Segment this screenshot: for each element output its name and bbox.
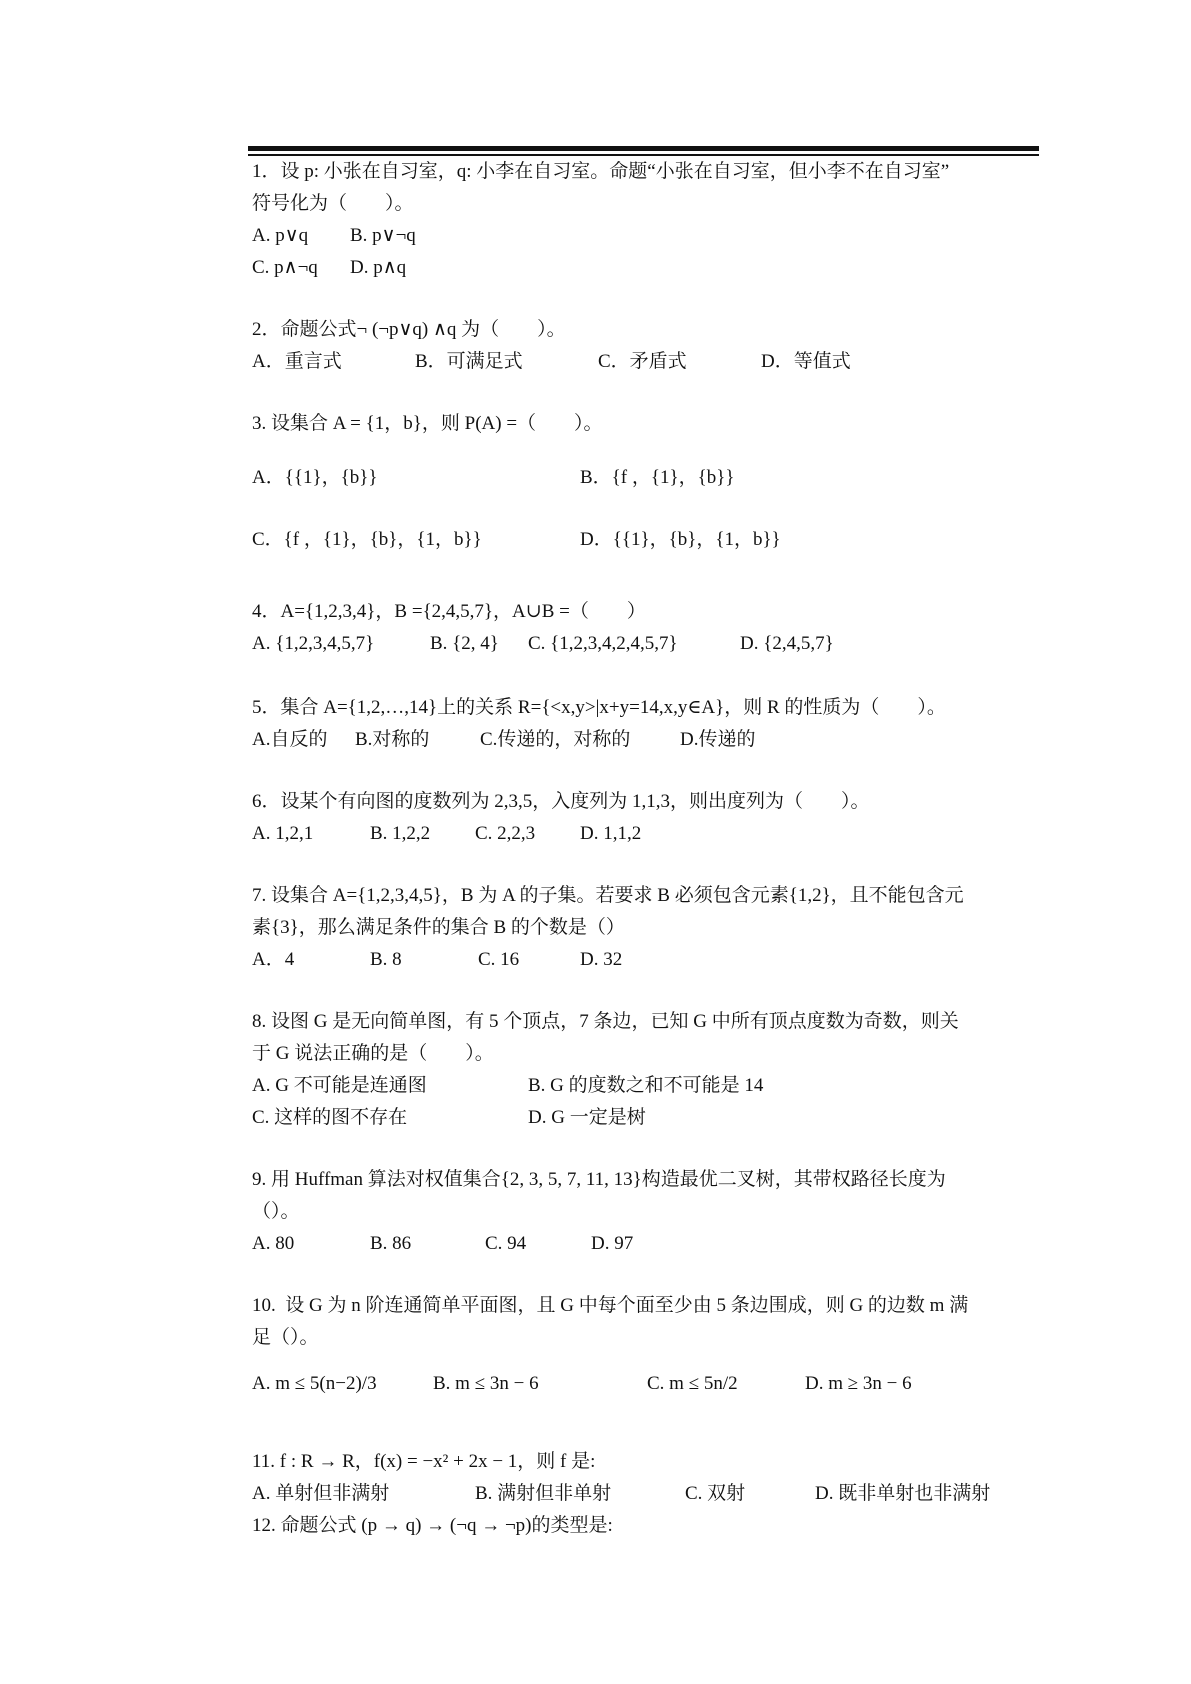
q4-option-d: D. {2,4,5,7} (740, 633, 834, 654)
q4-option-a: A. {1,2,3,4,5,7} (252, 633, 375, 654)
q7-stem-line1: 7. 设集合 A={1,2,3,4,5}，B 为 A 的子集。若要求 B 必须包含元素{1,2}，且不能包含元 (252, 885, 964, 906)
q2-option-d: D．等值式 (761, 351, 851, 372)
q9-option-d: D. 97 (591, 1233, 634, 1254)
q11-option-c: C. 双射 (685, 1483, 746, 1504)
q11-stem: 11. f : R → R，f(x) = −x² + 2x − 1，则 f 是: (252, 1451, 596, 1472)
q10-option-c: C. m ≤ 5n/2 (647, 1373, 738, 1394)
q9-options (252, 1232, 1039, 1256)
q9-option-a: A. 80 (252, 1233, 295, 1254)
q8-options-row1 (252, 1074, 1039, 1098)
q1-stem-line2: 符号化为（ ）。 (252, 193, 414, 214)
q2-option-a: A．重言式 (252, 351, 342, 372)
q7-stem-line2: 素{3}，那么满足条件的集合 B 的个数是（） (252, 917, 625, 938)
q3-option-c: C．{f ，{1}，{b}，{1，b}} (252, 529, 482, 550)
q9-option-b: B. 86 (370, 1233, 412, 1254)
q5-option-a: A.自反的 (252, 729, 328, 750)
q3-option-d: D．{{1}，{b}，{1，b}} (580, 529, 781, 550)
q7-option-d: D. 32 (580, 949, 623, 970)
q2-stem: 2．命题公式¬ (¬p∨q) ∧q 为（ ）。 (252, 319, 566, 340)
q9-stem-line1: 9. 用 Huffman 算法对权值集合{2, 3, 5, 7, 11, 13}构造最优二叉树，其带权路径长度为 (252, 1169, 946, 1190)
q1-options-row2 (252, 256, 1039, 280)
q3-stem: 3. 设集合 A = {1，b}，则 P(A) =（ ）。 (252, 413, 603, 434)
q12-stem: 12. 命题公式 (p → q) → (¬q → ¬p)的类型是: (252, 1515, 613, 1536)
q4-option-c: C. {1,2,3,4,2,4,5,7} (528, 633, 678, 654)
q8-option-c: C. 这样的图不存在 (252, 1107, 408, 1128)
q1-stem-line1: 1．设 p: 小张在自习室，q: 小李在自习室。命题“小张在自习室，但小李不在自习室” (252, 161, 950, 182)
q5-stem: 5．集合 A={1,2,…,14}上的关系 R={<x,y>|x+y=14,x,y∈A}，则 R 的性质为（ ）。 (252, 697, 946, 718)
q11-option-b: B. 满射但非单射 (475, 1483, 612, 1504)
q8-option-a: A. G 不可能是连通图 (252, 1075, 427, 1096)
q4-options (252, 632, 1039, 656)
q4-stem: 4．A={1,2,3,4}，B ={2,4,5,7}，A∪B =（ ） (252, 601, 646, 622)
q5-options (252, 728, 1039, 752)
q2-options (252, 350, 1039, 374)
q5-option-d: D.传递的 (680, 729, 756, 750)
q1-option-b: B. p∨¬q (350, 225, 416, 246)
q11-option-a: A. 单射但非满射 (252, 1483, 390, 1504)
q8-stem-line2: 于 G 说法正确的是（ ）。 (252, 1043, 494, 1064)
q10-stem-line2: 足（）。 (252, 1327, 319, 1348)
q1-options-row1 (252, 224, 1039, 248)
header-rule-thin (248, 154, 1039, 156)
q9-stem-line2: （）。 (252, 1201, 300, 1222)
q9-option-c: C. 94 (485, 1233, 527, 1254)
q1-option-c: C. p∧¬q (252, 257, 318, 278)
q7-options (252, 948, 1039, 972)
q11-option-d: D. 既非单射也非满射 (815, 1483, 991, 1504)
q3-option-b: B．{f ，{1}，{b}} (580, 467, 735, 488)
q5-option-c: C.传递的，对称的 (480, 729, 631, 750)
q6-stem: 6．设某个有向图的度数列为 2,3,5，入度列为 1,1,3，则出度列为（ ）。 (252, 791, 870, 812)
q10-options (252, 1372, 1039, 1396)
q6-options (252, 822, 1039, 846)
q11-options (252, 1482, 1039, 1506)
q10-option-b: B. m ≤ 3n − 6 (433, 1373, 539, 1394)
q8-options-row2 (252, 1106, 1039, 1130)
q2-option-c: C．矛盾式 (598, 351, 687, 372)
q8-option-d: D. G 一定是树 (528, 1107, 646, 1128)
q3-options-row1 (252, 466, 1039, 490)
q10-option-d: D. m ≥ 3n − 6 (805, 1373, 912, 1394)
q6-option-a: A. 1,2,1 (252, 823, 314, 844)
q3-options-row2 (252, 528, 1039, 552)
q6-option-c: C. 2,2,3 (475, 823, 536, 844)
q3-option-a: A．{{1}，{b}} (252, 467, 378, 488)
q7-option-b: B. 8 (370, 949, 402, 970)
q1-option-a: A. p∨q (252, 225, 309, 246)
q1-option-d: D. p∧q (350, 257, 407, 278)
q8-stem-line1: 8. 设图 G 是无向简单图，有 5 个顶点，7 条边，已知 G 中所有顶点度数为奇数，则关 (252, 1011, 959, 1032)
header-rule-thick (248, 146, 1039, 151)
q7-option-c: C. 16 (478, 949, 520, 970)
q2-option-b: B．可满足式 (415, 351, 523, 372)
q8-option-b: B. G 的度数之和不可能是 14 (528, 1075, 764, 1096)
q6-option-b: B. 1,2,2 (370, 823, 431, 844)
q5-option-b: B.对称的 (355, 729, 430, 750)
q4-option-b: B. {2, 4} (430, 633, 499, 654)
q10-stem-line1: 10. 设 G 为 n 阶连通简单平面图，且 G 中每个面至少由 5 条边围成，则 G 的边数 m 满 (252, 1295, 969, 1316)
q6-option-d: D. 1,1,2 (580, 823, 642, 844)
q7-option-a: A．4 (252, 949, 295, 970)
q10-option-a: A. m ≤ 5(n−2)/3 (252, 1373, 377, 1394)
